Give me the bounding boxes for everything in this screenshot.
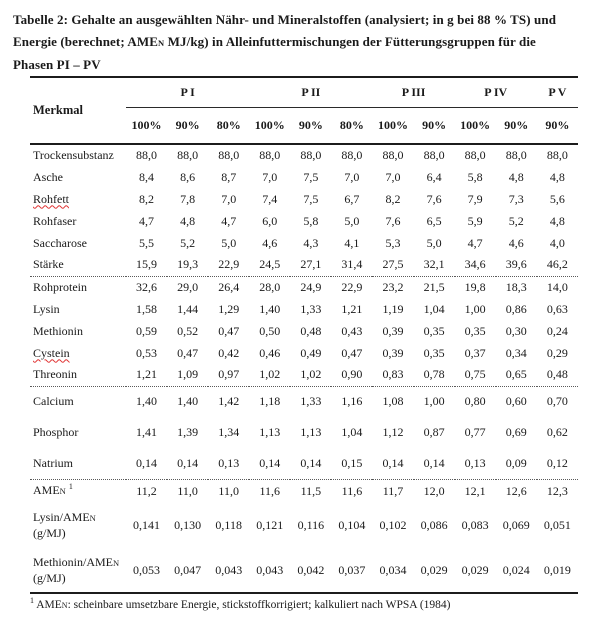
value-cell: 0,042 <box>297 562 325 577</box>
value-cell: 7,5 <box>303 191 319 206</box>
value-cell: 1,04 <box>423 301 445 316</box>
value-cell: 0,047 <box>174 562 202 577</box>
value-cell: 4,0 <box>549 235 565 250</box>
row-label-text: Stärke <box>33 257 64 272</box>
group-header-5: P V <box>537 77 578 107</box>
value-cell: 88,0 <box>218 148 240 162</box>
value-cell: 1,04 <box>341 425 363 439</box>
value-cell: 0,34 <box>505 345 527 360</box>
value-cell: 5,8 <box>303 213 319 228</box>
subheader-percent-11: 90% <box>545 117 570 132</box>
table-row <box>30 364 578 386</box>
caption-line2-pre: Energie (berechnet; AME <box>13 34 159 49</box>
value-cell: 7,0 <box>385 169 401 184</box>
value-cell: 88,0 <box>382 148 404 162</box>
value-cell: 0,70 <box>537 386 578 417</box>
value-cell: 0,90 <box>341 367 363 382</box>
value-cell: 29,0 <box>167 276 208 298</box>
value-cell: 1,39 <box>177 425 199 439</box>
table-row <box>30 210 578 232</box>
value-cell: 4,8 <box>180 213 196 228</box>
row-label-text: Threonin <box>33 367 77 382</box>
value-cell: 11,6 <box>331 479 372 503</box>
table-row <box>30 166 578 188</box>
subheader-percent-4: 100% <box>254 117 285 132</box>
value-cell: 24,9 <box>290 276 331 298</box>
subheader-percent-1: 100% <box>131 117 162 132</box>
value-cell: 88,0 <box>505 148 527 162</box>
value-cell: 0,53 <box>136 345 158 360</box>
value-cell: 5,3 <box>385 235 401 250</box>
row-label-text: Saccharose <box>33 235 87 250</box>
value-cell: 5,8 <box>467 169 483 184</box>
row-label-text: Rohprotein <box>33 279 87 294</box>
value-cell: 11,6 <box>249 479 290 503</box>
row-label <box>30 364 126 386</box>
value-cell: 0,30 <box>505 323 527 338</box>
row-label <box>30 188 126 210</box>
row-label-text: Calcium <box>33 394 74 409</box>
value-cell: 19,8 <box>455 276 496 298</box>
value-cell: 7,9 <box>467 191 483 206</box>
value-cell: 1,34 <box>218 425 240 439</box>
row-label-text: Methionin <box>33 323 83 338</box>
row-label <box>30 548 126 593</box>
subscript-n: N <box>59 486 66 497</box>
group-header-1: P I <box>126 77 249 107</box>
table-body <box>30 144 578 593</box>
row-label <box>30 298 126 320</box>
value-cell: 26,4 <box>208 276 249 298</box>
row-label <box>30 342 126 364</box>
value-cell: 8,4 <box>139 169 155 184</box>
nutrient-table <box>30 76 578 594</box>
table-row <box>30 144 578 166</box>
value-cell: 1,21 <box>136 367 158 382</box>
table-row <box>30 320 578 342</box>
value-cell: 4,8 <box>549 169 565 184</box>
value-cell: 1,29 <box>218 301 240 316</box>
subheader-percent-3: 80% <box>216 117 241 132</box>
value-cell: 1,40 <box>259 301 281 316</box>
value-cell: 22,9 <box>331 276 372 298</box>
value-cell: 0,116 <box>297 518 325 532</box>
value-cell: 0,14 <box>423 455 445 470</box>
row-label-text: Rohfett <box>33 191 69 206</box>
value-cell: 0,62 <box>546 425 568 439</box>
value-cell: 0,029 <box>420 562 448 577</box>
value-cell: 0,87 <box>423 425 445 439</box>
value-cell: 5,6 <box>549 191 565 206</box>
value-cell: 0,52 <box>177 323 199 338</box>
value-cell: 88,0 <box>546 148 568 162</box>
value-cell: 0,59 <box>136 323 158 338</box>
value-cell: 0,12 <box>546 455 568 470</box>
value-cell: 0,043 <box>256 562 284 577</box>
table-row <box>30 298 578 320</box>
value-cell: 0,78 <box>423 367 445 382</box>
value-cell: 7,0 <box>344 169 360 184</box>
caption-line2-post: MJ/kg) in Alleinfuttermischungen der Fütterungsgruppen für die <box>164 34 536 49</box>
value-cell: 0,97 <box>218 367 240 382</box>
value-cell: 0,069 <box>502 518 530 532</box>
value-cell: 1,40 <box>167 386 208 417</box>
value-cell: 1,33 <box>300 301 322 316</box>
value-cell: 0,121 <box>256 518 284 532</box>
table-row <box>30 254 578 276</box>
value-cell: 8,2 <box>385 191 401 206</box>
value-cell: 34,6 <box>464 257 486 272</box>
value-cell: 0,47 <box>341 345 363 360</box>
value-cell: 0,29 <box>546 345 568 360</box>
row-label-unit: (g/MJ) <box>33 570 66 585</box>
value-cell: 7,8 <box>180 191 196 206</box>
value-cell: 4,8 <box>549 213 565 228</box>
table-row <box>30 276 578 298</box>
value-cell: 0,141 <box>133 518 161 532</box>
value-cell: 0,42 <box>218 345 240 360</box>
value-cell: 88,0 <box>423 148 445 162</box>
value-cell: 0,14 <box>259 455 281 470</box>
value-cell: 0,118 <box>215 518 242 532</box>
value-cell: 8,6 <box>180 169 196 184</box>
subheader-percent-6: 80% <box>339 117 364 132</box>
value-cell: 0,102 <box>379 518 407 532</box>
value-cell: 0,14 <box>177 455 199 470</box>
value-cell: 7,6 <box>426 191 442 206</box>
footnote-amen-subscript: N <box>61 601 68 610</box>
value-cell: 46,2 <box>546 257 568 272</box>
value-cell: 0,13 <box>218 455 240 470</box>
value-cell: 11,5 <box>290 479 331 503</box>
table-row <box>30 417 578 448</box>
value-cell: 1,12 <box>382 425 404 439</box>
row-label-text: Lysin <box>33 301 60 316</box>
value-cell: 5,0 <box>344 213 360 228</box>
table-row <box>30 342 578 364</box>
value-cell: 1,02 <box>300 367 322 382</box>
footnote-pre: AME <box>34 599 62 611</box>
value-cell: 5,5 <box>139 235 155 250</box>
value-cell: 22,9 <box>218 257 240 272</box>
value-cell: 0,48 <box>546 367 568 382</box>
value-cell: 19,3 <box>177 257 199 272</box>
value-cell: 0,043 <box>215 562 243 577</box>
value-cell: 0,50 <box>259 323 281 338</box>
table-row <box>30 548 578 593</box>
value-cell: 12,0 <box>414 479 455 503</box>
value-cell: 0,24 <box>546 323 568 338</box>
value-cell: 0,47 <box>218 323 240 338</box>
value-cell: 15,9 <box>136 257 158 272</box>
value-cell: 12,3 <box>537 479 578 503</box>
value-cell: 5,0 <box>426 235 442 250</box>
value-cell: 0,35 <box>423 345 445 360</box>
value-cell: 0,46 <box>259 345 281 360</box>
value-cell: 0,053 <box>133 562 161 577</box>
value-cell: 0,60 <box>496 386 537 417</box>
value-cell: 1,41 <box>136 425 158 439</box>
table-header <box>30 77 578 144</box>
value-cell: 1,33 <box>290 386 331 417</box>
value-cell: 5,2 <box>180 235 196 250</box>
subscript-n: N <box>113 557 120 568</box>
value-cell: 0,37 <box>464 345 486 360</box>
row-label-text: AME <box>33 483 60 498</box>
table-row <box>30 503 578 548</box>
footnote-reference: 1 <box>68 482 73 492</box>
value-cell: 7,5 <box>303 169 319 184</box>
value-cell: 0,35 <box>423 323 445 338</box>
value-cell: 6,5 <box>426 213 442 228</box>
row-label-text: Natrium <box>33 455 73 470</box>
row-label-text: Phosphor <box>33 425 79 439</box>
row-label <box>30 320 126 342</box>
value-cell: 1,16 <box>331 386 372 417</box>
row-label-text: Rohfaser <box>33 213 77 228</box>
value-cell: 6,7 <box>344 191 360 206</box>
value-cell: 4,6 <box>262 235 278 250</box>
subheader-percent-8: 90% <box>422 117 447 132</box>
value-cell: 88,0 <box>341 148 363 162</box>
value-cell: 27,5 <box>382 257 404 272</box>
value-cell: 4,7 <box>221 213 237 228</box>
value-cell: 32,6 <box>126 276 167 298</box>
value-cell: 1,42 <box>208 386 249 417</box>
row-label <box>30 479 126 503</box>
value-cell: 0,019 <box>543 562 571 577</box>
value-cell: 0,35 <box>464 323 486 338</box>
row-label <box>30 417 126 448</box>
value-cell: 0,48 <box>300 323 322 338</box>
row-label <box>30 386 126 417</box>
value-cell: 7,0 <box>262 169 278 184</box>
value-cell: 11,2 <box>126 479 167 503</box>
value-cell: 1,40 <box>126 386 167 417</box>
value-cell: 0,39 <box>382 345 404 360</box>
footnote-marker: 1 <box>30 596 34 606</box>
footnote-text: : scheinbare umsetzbare Energie, stickstoffkorrigiert; kalkuliert nach WPSA (1984) <box>67 599 451 611</box>
row-label-text: Cystein <box>33 345 70 360</box>
subheader-percent-9: 100% <box>460 117 491 132</box>
table-row <box>30 232 578 254</box>
value-cell: 4,6 <box>508 235 524 250</box>
value-cell: 0,14 <box>382 455 404 470</box>
caption-amen-subscript: N <box>158 38 165 48</box>
subscript-n: N <box>89 513 96 523</box>
row-label <box>30 166 126 188</box>
value-cell: 0,43 <box>341 323 363 338</box>
table-row <box>30 386 578 417</box>
value-cell: 0,69 <box>505 425 527 439</box>
value-cell: 1,18 <box>249 386 290 417</box>
value-cell: 5,2 <box>508 213 524 228</box>
value-cell: 7,0 <box>221 191 237 206</box>
value-cell: 1,09 <box>177 367 199 382</box>
value-cell: 88,0 <box>300 148 322 162</box>
value-cell: 1,00 <box>414 386 455 417</box>
value-cell: 27,1 <box>300 257 322 272</box>
table-caption <box>13 9 591 76</box>
value-cell: 88,0 <box>136 148 158 162</box>
value-cell: 0,037 <box>338 562 366 577</box>
value-cell: 1,08 <box>372 386 413 417</box>
table-row <box>30 188 578 210</box>
value-cell: 88,0 <box>177 148 199 162</box>
value-cell: 8,7 <box>221 169 237 184</box>
footnote <box>30 596 605 611</box>
value-cell: 24,5 <box>259 257 281 272</box>
value-cell: 5,9 <box>467 213 483 228</box>
row-label-unit: (g/MJ) <box>33 526 66 540</box>
group-header-3: P III <box>372 77 454 107</box>
value-cell: 0,083 <box>461 518 489 532</box>
value-cell: 0,77 <box>464 425 486 439</box>
value-cell: 1,58 <box>136 301 158 316</box>
value-cell: 39,6 <box>505 257 527 272</box>
value-cell: 0,029 <box>461 562 489 577</box>
value-cell: 1,00 <box>464 301 486 316</box>
value-cell: 21,5 <box>414 276 455 298</box>
value-cell: 8,2 <box>139 191 155 206</box>
value-cell: 11,0 <box>208 479 249 503</box>
value-cell: 0,75 <box>464 367 486 382</box>
group-header-2: P II <box>249 77 372 107</box>
value-cell: 0,83 <box>382 367 404 382</box>
value-cell: 0,13 <box>464 455 486 470</box>
value-cell: 0,104 <box>338 518 366 532</box>
value-cell: 0,47 <box>177 345 199 360</box>
value-cell: 11,0 <box>167 479 208 503</box>
value-cell: 18,3 <box>496 276 537 298</box>
value-cell: 7,4 <box>262 191 278 206</box>
value-cell: 0,09 <box>505 455 527 470</box>
value-cell: 7,6 <box>385 213 401 228</box>
value-cell: 4,8 <box>508 169 524 184</box>
row-label <box>30 254 126 276</box>
caption-line1: Tabelle 2: Gehalte an ausgewählten Nähr- und Mineralstoffen (analysiert; in g bei 88 % TS) und <box>13 12 557 27</box>
value-cell: 5,0 <box>221 235 237 250</box>
value-cell: 88,0 <box>259 148 281 162</box>
value-cell: 4,7 <box>467 235 483 250</box>
value-cell: 1,19 <box>382 301 404 316</box>
value-cell: 1,21 <box>341 301 363 316</box>
table-row <box>30 448 578 479</box>
value-cell: 14,0 <box>537 276 578 298</box>
value-cell: 0,80 <box>455 386 496 417</box>
row-label-text: Lysin/AME <box>33 510 90 524</box>
value-cell: 0,15 <box>341 455 363 470</box>
value-cell: 28,0 <box>249 276 290 298</box>
value-cell: 4,1 <box>344 235 360 250</box>
value-cell: 1,02 <box>259 367 281 382</box>
value-cell: 0,14 <box>136 455 158 470</box>
value-cell: 0,034 <box>379 562 407 577</box>
row-label <box>30 503 126 548</box>
value-cell: 88,0 <box>464 148 486 162</box>
value-cell: 23,2 <box>372 276 413 298</box>
value-cell: 1,44 <box>177 301 199 316</box>
row-label-text: Methionin/AME <box>33 554 113 569</box>
value-cell: 0,63 <box>546 301 568 316</box>
value-cell: 4,7 <box>139 213 155 228</box>
row-label <box>30 276 126 298</box>
value-cell: 0,65 <box>505 367 527 382</box>
value-cell: 0,024 <box>502 562 530 577</box>
value-cell: 0,86 <box>505 301 527 316</box>
subheader-percent-10: 90% <box>504 117 529 132</box>
value-cell: 0,14 <box>300 455 322 470</box>
row-label <box>30 210 126 232</box>
value-cell: 12,6 <box>496 479 537 503</box>
row-label <box>30 448 126 479</box>
value-cell: 0,051 <box>543 518 571 532</box>
value-cell: 11,7 <box>372 479 413 503</box>
value-cell: 12,1 <box>455 479 496 503</box>
row-label-text: Trockensubstanz <box>33 148 114 162</box>
value-cell: 0,130 <box>174 518 202 532</box>
phase-group-header-row <box>30 77 578 107</box>
value-cell: 32,1 <box>423 257 445 272</box>
group-header-4: P IV <box>455 77 537 107</box>
value-cell: 1,13 <box>259 425 281 439</box>
subheader-percent-2: 90% <box>175 117 200 132</box>
subheader-percent-5: 90% <box>298 117 323 132</box>
row-label-text: Asche <box>33 169 63 184</box>
value-cell: 0,49 <box>300 345 322 360</box>
value-cell: 0,086 <box>420 518 448 532</box>
row-label <box>30 232 126 254</box>
table-row <box>30 479 578 503</box>
value-cell: 6,4 <box>426 169 442 184</box>
column-header-merkmal: Merkmal <box>33 103 83 117</box>
caption-line3: Phasen PI – PV <box>13 57 101 72</box>
value-cell: 7,3 <box>508 191 524 206</box>
value-cell: 1,13 <box>300 425 322 439</box>
subheader-percent-7: 100% <box>378 117 408 132</box>
value-cell: 6,0 <box>262 213 278 228</box>
value-cell: 31,4 <box>341 257 363 272</box>
row-label <box>30 144 126 166</box>
value-cell: 4,3 <box>303 235 319 250</box>
value-cell: 0,39 <box>382 323 404 338</box>
